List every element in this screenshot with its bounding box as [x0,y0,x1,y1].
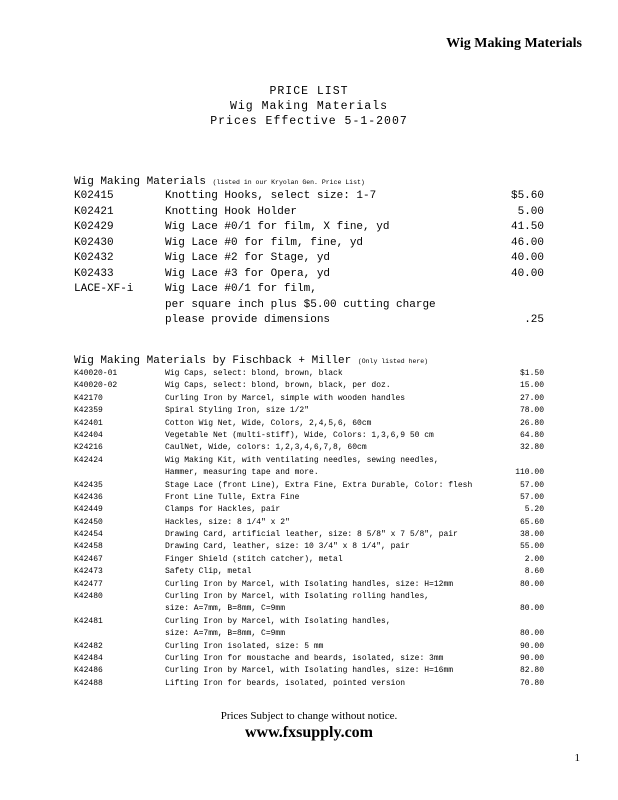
item-code: K42436 [74,492,103,502]
item-description: size: A=7mm, B=8mm, C=9mm [165,604,286,614]
table-row [74,205,544,221]
document-header-title: Wig Making Materials [446,36,582,51]
item-price: $5.60 [510,190,544,202]
item-description: Drawing Card, leather, size: 10 3/4" x 8 1/4", pair [165,542,410,552]
item-code: K40020-01 [74,369,118,378]
price-list-heading [0,84,618,129]
item-code: K02429 [74,221,114,233]
section-title-text: Wig Making Materials [74,176,207,188]
table-row [74,393,544,405]
item-price: 5.00 [517,205,544,218]
table-row [74,236,544,252]
table-row [74,541,544,553]
table-row [74,591,544,603]
item-code: K42480 [74,592,103,602]
item-code [74,467,165,479]
item-price: 57.00 [519,492,544,502]
item-price: 38.00 [519,530,544,540]
item-code: K42454 [74,530,103,540]
item-price: 80.00 [519,579,544,589]
table-row [74,220,544,236]
item-price: 32.80 [519,443,544,453]
table-row [74,504,544,516]
item-code: K42458 [74,542,103,552]
price-list-title: PRICE LIST [269,85,349,98]
item-code: K42473 [74,567,103,577]
item-description: Wig Lace #0/1 for film, X fine, yd [165,221,390,233]
item-code: K42401 [74,418,103,428]
table-row [74,430,544,442]
table-row [74,455,544,467]
item-code: K42359 [74,406,103,416]
footer-disclaimer: Prices Subject to change without notice. [220,710,398,722]
item-code: K42449 [74,505,103,515]
item-price: 57.00 [519,480,544,490]
item-description: Curling Iron isolated, size: 5 mm [165,641,324,651]
table-row [74,628,544,640]
table-row [74,554,544,566]
table-row [74,616,544,628]
table-row [74,267,544,283]
table-row [74,529,544,541]
section-title-text: Wig Making Materials by Fischback + Miller [74,355,352,367]
price-table [74,368,544,690]
item-description: Hammer, measuring tape and more. [165,468,319,478]
item-description: Wig Lace #2 for Stage, yd [165,252,331,264]
item-price: 90.00 [519,641,544,651]
item-code [74,313,165,329]
item-description: Vegetable Net (multi-stiff), Wide, Colors: 1,3,6,9 50 cm [165,430,434,440]
table-row [74,467,544,479]
item-description: Wig Caps, select: blond, brown, black [165,369,343,378]
item-description: size: A=7mm, B=8mm, C=9mm [165,629,286,639]
item-price [474,616,544,628]
item-description: Curling Iron by Marcel, with Isolating rolling handles, [165,592,430,602]
item-price: 90.00 [519,653,544,663]
item-code: K02432 [74,252,114,264]
table-row [74,368,544,380]
item-price: 64.80 [519,430,544,440]
table-row [74,653,544,665]
table-row [74,189,544,205]
item-code: K42482 [74,641,103,651]
table-row [74,579,544,591]
item-description: Curling Iron by Marcel, simple with wooden handles [165,393,406,403]
item-code: K02430 [74,236,114,249]
table-row [74,678,544,690]
item-price: 15.00 [519,381,544,391]
item-description: Stage Lace (front Line), Extra Fine, Extra Durable, Color: flesh [165,480,473,490]
item-code: K40020-02 [74,381,118,391]
item-description: Wig Lace #0/1 for film, [165,283,317,295]
item-price: 27.00 [519,393,544,403]
footer-website-url: www.fxsupply.com [244,724,374,741]
item-description: please provide dimensions [165,314,331,326]
price-list-effective-date: Prices Effective 5-1-2007 [210,115,408,128]
item-code: K02415 [74,190,114,202]
table-row [74,492,544,504]
item-price: .25 [524,314,544,326]
section-note: (listed in our Kryolan Gen. Price List) [212,179,365,186]
item-price: 41.50 [510,221,544,233]
kryolan-materials-section [74,175,544,329]
table-row [74,282,544,298]
item-description: Cotton Wig Net, Wide, Colors, 2,4,5,6, 60cm [165,418,372,428]
item-code [74,603,165,615]
item-description: Front Line Tulle, Extra Fine [165,492,300,502]
item-description: Curling Iron by Marcel, with Isolating handles, size: H=12mm [165,579,454,589]
item-price [474,591,544,603]
item-code: K42486 [74,666,103,676]
item-price: 80.00 [519,629,544,639]
item-description: Lifting Iron for beards, isolated, pointed version [165,678,406,688]
item-price: 40.00 [510,252,544,264]
fischback-miller-section [74,354,544,690]
item-price: 8.60 [524,567,544,577]
item-price: 80.00 [519,604,544,614]
item-price: 70.80 [519,678,544,688]
item-code: K42404 [74,430,103,440]
item-price: 2.00 [524,554,544,564]
table-row [74,251,544,267]
item-description: CaulNet, Wide, colors: 1,2,3,4,6,7,8, 60cm [165,443,367,453]
section-title [74,175,544,189]
item-price: $1.50 [519,369,544,378]
item-price: 40.00 [510,267,544,280]
item-description: Curling Iron by Marcel, with Isolating handles, size: H=16mm [165,666,454,676]
item-code: K42477 [74,579,103,589]
page-number: 1 [574,752,580,764]
item-description: Knotting Hooks, select size: 1-7 [165,190,377,202]
item-description: per square inch plus $5.00 cutting charge [165,298,436,311]
item-price [474,282,544,298]
item-description: Drawing Card, artificial leather, size: 8 5/8" x 7 5/8", pair [165,530,458,540]
item-description: Finger Shield (stitch catcher), metal [165,554,343,564]
item-description: Wig Lace #0 for film, fine, yd [165,236,364,249]
item-code: K42424 [74,455,103,465]
table-row [74,313,544,329]
item-code: K42481 [74,616,103,626]
item-price: 78.00 [519,406,544,416]
table-row [74,641,544,653]
item-description: Wig Lace #3 for Opera, yd [165,267,331,280]
item-price [474,298,544,314]
item-description: Wig Caps, select: blond, brown, black, per doz. [165,381,391,391]
item-description: Curling Iron for moustache and beards, isolated, size: 3mm [165,653,444,663]
item-code: K42450 [74,517,103,527]
item-code: K24216 [74,443,103,453]
item-price: 110.00 [515,468,544,478]
item-price: 55.00 [519,542,544,552]
table-row [74,665,544,677]
section-title [74,354,544,368]
item-price: 65.60 [519,517,544,527]
item-description: Spiral Styling Iron, size 1/2" [165,406,310,416]
table-row [74,298,544,314]
item-code: K42467 [74,554,103,564]
item-price: 82.80 [519,666,544,676]
item-description: Safety Clip, metal [165,567,252,577]
item-code: K42170 [74,393,103,403]
item-description: Wig Making Kit, with ventilating needles, sewing needles, [165,455,439,465]
table-row [74,480,544,492]
item-description: Clamps for Hackles, pair [165,505,281,515]
table-row [74,405,544,417]
item-code: K02421 [74,205,114,218]
table-row [74,603,544,615]
item-code: K42435 [74,480,103,490]
price-list-subtitle: Wig Making Materials [229,100,389,113]
item-description: Hackles, size: 8 1/4" x 2" [165,517,290,527]
table-row [74,442,544,454]
item-price: 5.20 [524,505,544,515]
item-price: 26.80 [519,418,544,428]
item-description: Curling Iron by Marcel, with Isolating handles, [165,616,391,626]
item-description: Knotting Hook Holder [165,205,298,218]
item-code [74,628,165,640]
table-row [74,566,544,578]
item-price [474,455,544,467]
item-code: K02433 [74,267,114,280]
item-code [74,298,165,314]
item-code: LACE-XF-i [74,283,134,295]
table-row [74,418,544,430]
item-code: K42488 [74,678,103,688]
table-row [74,380,544,392]
table-row [74,517,544,529]
item-code: K42484 [74,653,103,663]
section-note: (Only listed here) [357,358,429,365]
item-price: 46.00 [510,236,544,249]
price-table [74,189,544,329]
